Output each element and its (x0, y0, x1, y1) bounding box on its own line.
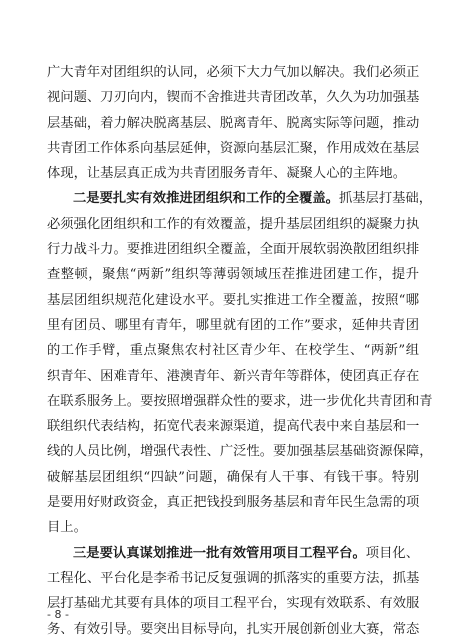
line-text: 是要用好财政资金，真正把钱投到服务基层和青年民生急需的项 (47, 495, 420, 511)
text-line (47, 566, 419, 591)
text-line (47, 364, 419, 389)
text-line (47, 338, 419, 363)
text-line (47, 515, 419, 540)
text-line (47, 85, 419, 110)
text-line (47, 237, 419, 262)
body-text (47, 60, 433, 642)
line-text: 视问题、刀刃向内，锲而不舍推进共青团改革，久久为功加强基 (47, 90, 420, 106)
text-line (47, 313, 419, 338)
line-text: 的工作手臂，重点聚焦农村社区青少年、在校学生、“两新”组 (47, 343, 419, 359)
text-line (47, 288, 419, 313)
text-line (47, 389, 433, 414)
line-text: 务、有效引导。要突出目标导向，扎实开展创新创业大赛，常态 (47, 621, 420, 637)
line-text: 线的人员比例，增强代表性、广泛性。要加强基层基础资源保障， (47, 444, 433, 460)
line-text: 层打基础尤其要有具体的项目工程平台，实现有效联系、有效服 (47, 596, 420, 612)
text-line (47, 262, 419, 287)
line-text: 抓基层打基础， (338, 191, 433, 207)
line-text: 查整顿，聚焦“两新”组织等薄弱领域压茬推进团建工作，提升 (47, 267, 419, 283)
line-text: 层基础，着力解决脱离基层、脱离青年、脱离实际等问题，推动 (47, 115, 420, 131)
text-line (47, 439, 433, 464)
text-line (47, 465, 419, 490)
line-text: 共青团工作体系向基层延伸，资源向基层汇聚，作用成效在基层 (47, 140, 420, 156)
text-line (47, 186, 433, 211)
bold-lead-text: 二是要扎实有效推进团组织和工作的全覆盖。 (73, 191, 339, 207)
page-number: - 8 - (47, 608, 69, 621)
text-line (47, 490, 419, 515)
line-text: 目上。 (47, 520, 87, 536)
line-text: 联组织代表结构，拓宽代表来源渠道，提高代表中来自基层和一 (47, 419, 420, 435)
line-text: 织青年、困难青年、港澳青年、新兴青年等群体，使团真正存在 (47, 368, 420, 384)
line-text: 广大青年对团组织的认同，必须下大力气加以解决。我们必须正 (47, 65, 420, 80)
line-text: 行力战斗力。要推进团组织全覆盖，全面开展软弱涣散团组织排 (47, 242, 420, 258)
text-line (47, 541, 419, 566)
text-line (47, 111, 419, 136)
text-line (47, 212, 419, 237)
text-line (47, 591, 419, 616)
text-line (47, 161, 419, 186)
line-text: 里有团员、哪里有青年，哪里就有团的工作”要求，延伸共青团 (47, 317, 419, 333)
line-text: 工程化、平台化是李希书记反复强调的抓落实的重要方法，抓基 (47, 570, 420, 586)
text-line (47, 617, 419, 642)
line-text: 基层团组织规范化建设水平。要扎实推进工作全覆盖，按照“哪 (47, 292, 419, 308)
text-line (47, 60, 419, 85)
line-text: 体现，让基层真正成为共青团服务青年、凝聚人心的主阵地。 (47, 166, 407, 182)
line-text: 破解基层团组织“四缺”问题，确保有人干事、有钱干事。特别 (47, 469, 419, 485)
line-text: 项目化、 (365, 545, 420, 561)
text-line (47, 414, 419, 439)
text-line (47, 136, 419, 161)
bold-lead-text: 三是要认真谋划推进一批有效管用项目工程平台。 (73, 545, 366, 561)
line-text: 必须强化团组织和工作的有效覆盖，提升基层团组织的凝聚力执 (47, 216, 420, 232)
line-text: 在联系服务上。要按照增强群众性的要求，进一步优化共青团和青 (47, 393, 433, 409)
